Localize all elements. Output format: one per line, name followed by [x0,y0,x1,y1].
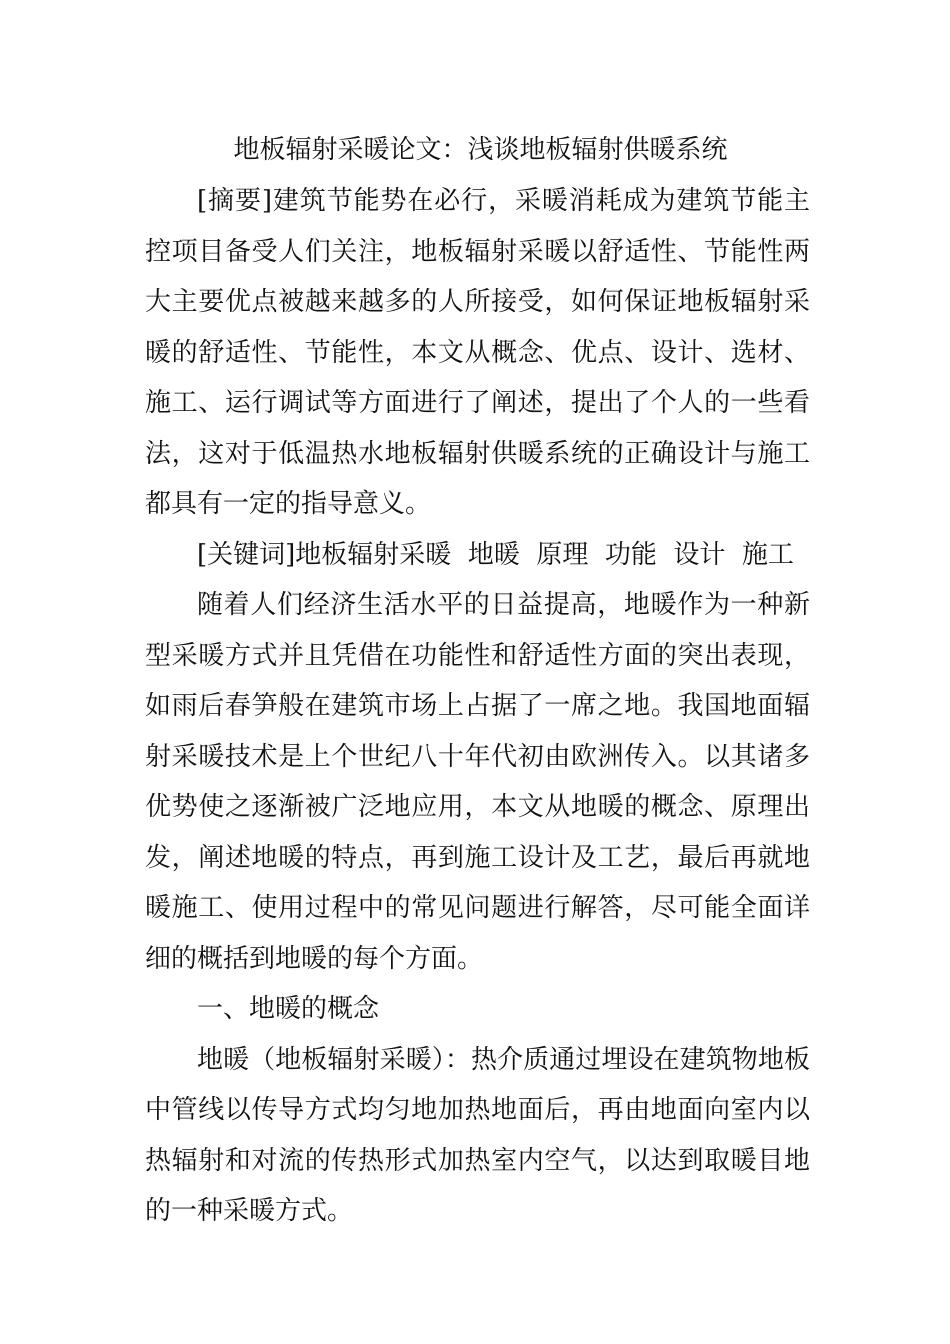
abstract-paragraph: [摘要]建筑节能势在必行，采暖消耗成为建筑节能主控项目备受人们关注，地板辐射采暖以舒适性、节能性两大主要优点被越来越多的人所接受，如何保证地板辐射采暖的舒适性、节能性，本文从概念、优点、设计、选材、施工、运行调试等方面进行了阐述，提出了个人的一些看法，这对于低温热水地板辐射供暖系统的正确设计与施工都具有一定的指导意义。 [145,186,810,519]
keywords-line: [关键词]地板辐射采暖 地暖 原理 功能 设计 施工 [197,539,794,570]
document-page [145,124,810,1237]
document-title: 地板辐射采暖论文：浅谈地板辐射供暖系统 [233,135,728,165]
section-heading-concept: 一、地暖的概念 [197,994,380,1024]
intro-paragraph: 随着人们经济生活水平的日益提高，地暖作为一种新型采暖方式并且凭借在功能性和舒适性方面的突出表现，如雨后春笋般在建筑市场上占据了一席之地。我国地面辐射采暖技术是上个世纪八十年代初由欧洲传入。以其诸多优势使之逐渐被广泛地应用，本文从地暖的概念、原理出发，阐述地暖的特点，再到施工设计及工艺，最后再就地暖施工、使用过程中的常见问题进行解答，尽可能全面详细的概括到地暖的每个方面。 [145,590,810,974]
concept-paragraph: 地暖（地板辐射采暖）：热介质通过埋设在建筑物地板中管线以传导方式均匀地加热地面后，再由地面向室内以热辐射和对流的传热形式加热室内空气，以达到取暖目地的一种采暖方式。 [145,1044,810,1226]
